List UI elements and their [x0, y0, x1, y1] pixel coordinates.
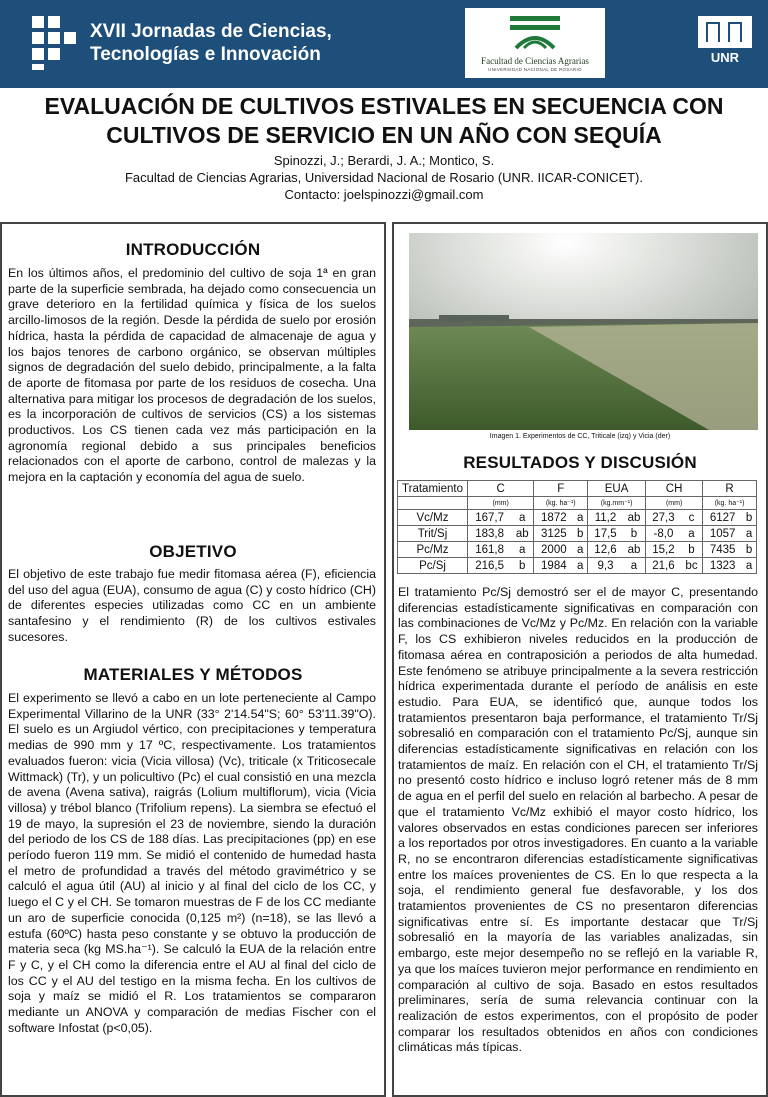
- table-cell: -8,0: [646, 526, 681, 542]
- table-cell: 15,2: [646, 542, 681, 558]
- affiliation: Facultad de Ciencias Agrarias, Universidad Nacional de Rosario (UNR. IICAR-CONICET).: [124, 170, 643, 185]
- table-unit: (kg.mm⁻¹): [588, 497, 646, 510]
- table-units-row: [398, 497, 757, 510]
- table-cell: a: [511, 510, 534, 526]
- table-cell: 1057: [703, 526, 742, 542]
- table-unit: (mm): [646, 497, 703, 510]
- faculty-logo-subtext: UNIVERSIDAD NACIONAL DE ROSARIO: [488, 67, 582, 72]
- table-cell: b: [742, 542, 756, 558]
- table-cell: b: [573, 526, 587, 542]
- table-cell: ab: [623, 510, 646, 526]
- table-cell: a: [573, 558, 587, 574]
- table-cell: ab: [623, 542, 646, 558]
- table-header: C: [468, 481, 534, 497]
- table-cell: 1984: [534, 558, 573, 574]
- table-row: [398, 542, 757, 558]
- table-cell: 21,6: [646, 558, 681, 574]
- poster-title-line2: CULTIVOS DE SERVICIO EN UN AÑO CON SEQUÍA: [106, 122, 662, 148]
- table-cell: 12,6: [588, 542, 623, 558]
- objetivo-heading: OBJETIVO: [149, 542, 237, 561]
- table-cell: b: [511, 558, 534, 574]
- authors: Spinozzi, J.; Berardi, J. A.; Montico, S.: [273, 153, 495, 168]
- table-unit: (kg. ha⁻¹): [703, 497, 757, 510]
- materiales-heading: MATERIALES Y MÉTODOS: [83, 665, 303, 684]
- table-cell: 27,3: [646, 510, 681, 526]
- table-header: F: [534, 481, 588, 497]
- table-cell: a: [511, 542, 534, 558]
- table-header: Tratamiento: [398, 481, 468, 497]
- table-header: EUA: [588, 481, 646, 497]
- table-cell: a: [681, 526, 703, 542]
- table-cell: b: [681, 542, 703, 558]
- table-cell: 2000: [534, 542, 573, 558]
- table-cell: b: [742, 510, 756, 526]
- poster-title: [0, 92, 768, 150]
- event-title-line2: Tecnologías e Innovación: [90, 44, 321, 65]
- table-cell: Trit/Sj: [398, 526, 468, 542]
- table-cell: a: [623, 558, 646, 574]
- table-cell: 9,3: [588, 558, 623, 574]
- introduccion-text: En los últimos años, el predominio del cultivo de soja 1ª en gran parte de la superficie sembrada, ha dejado como consecuencia un grave deterioro en la fertilidad química y física de los suelos arcillo-limosos de la región. Desde la pérdida de suelo por erosión hídrica, hasta la pérdida de capacidad de almacenaje de agua y los bajos tenores de carbono orgánico, se observan múltiples signos de degradación del suelo debido, principalmente, a la falta de aporte de fitomasa por parte de los residuos de cosecha. Una alternativa para mitigar los procesos de degradación de los suelos, es la incorporación de cultivos de servicios (CS) a los sistemas productivos. Los CS tienen cada vez más participación en la agronomía regional debido a sus principales beneficios relacionados con el aporte de carbono, control de malezas y la mejora en la captación y economía del agua de suelo.: [8, 266, 376, 485]
- table-cell: 161,8: [468, 542, 512, 558]
- table-row: [398, 510, 757, 526]
- table-header: R: [703, 481, 757, 497]
- unr-logo-text: UNR: [698, 48, 752, 68]
- table-header: CH: [646, 481, 703, 497]
- table-cell: a: [742, 526, 756, 542]
- table-cell: 216,5: [468, 558, 512, 574]
- faculty-emblem-icon: [508, 14, 562, 50]
- jornadas-logo-icon: [32, 16, 76, 72]
- table-cell: 11,2: [588, 510, 623, 526]
- table-cell: 1872: [534, 510, 573, 526]
- table-cell: 7435: [703, 542, 742, 558]
- table-cell: c: [681, 510, 703, 526]
- table-header-row: [398, 481, 757, 497]
- table-row: [398, 526, 757, 542]
- introduccion-heading: INTRODUCCIÓN: [125, 240, 261, 259]
- resultados-text: El tratamiento Pc/Sj demostró ser el de mayor C, presentando diferencias estadísticamente significativas en comparación con las combinaciones de Vc/Mz y Pc/Mz. En relación con la variable F, los CS exhibieron niveles reducidos en la producción de fitomasa aérea en contraposición a periodos de alta humedad. Este fenómeno se atribuye principalmente a la severa restricción hídrica experimentada durante el período de análisis en este estudio. Para EUA, se identificó que, aunque todos los tratamientos presentaron baja performance, el tratamiento Tr/Sj sobresalió en comparación con el tratamiento Pc/Sj, aunque sin diferencias estadísticamente significativas en relación con los tratamientos de maíz. En relación con el CH, el tratamiento Tr/Sj no presentó costo hídrico e incluso logró retener más de 8 mm de agua en el perfil del suelo en relación al barbecho. A pesar de que el tratamiento Vc/Mz exhibió el mayor costo hídrico, los valores observados en estas condiciones parecen ser inferiores a los reportados por otros investigadores. En cuanto a la variable R, no se encontraron diferencias estadísticamente significativas entre los maíces provenientes de CS. En lo que respecta a la soja, el rendimiento general fue desfavorable, y los dos tratamientos provenientes de CS no presentaron diferencias significativas entre sí. Es importante destacar que Tr/Sj sobresalió en la mayoría de las variables analizadas, sin embargo, este mejor desempeño no se reflejó en la variable R, ya que los maíces tuvieron mejor performance en rendimiento en comparación al cultivo de soja. Basado en estos resultados preliminares, sería de suma relevancia continuar con la realización de estos experimentos, con el propósito de poder comparar los resultados obtenidos en años con condiciones climáticas más típicas.: [398, 585, 758, 1055]
- event-title-line1: XVII Jornadas de Ciencias,: [90, 21, 332, 42]
- table-cell: a: [573, 510, 587, 526]
- table-unit: (kg. ha⁻¹): [534, 497, 588, 510]
- poster-title-line1: EVALUACIÓN DE CULTIVOS ESTIVALES EN SECUENCIA CON: [44, 93, 724, 119]
- table-cell: 6127: [703, 510, 742, 526]
- table-cell: Vc/Mz: [398, 510, 468, 526]
- table-cell: ab: [511, 526, 534, 542]
- table-cell: a: [742, 558, 756, 574]
- header-banner: [0, 0, 768, 88]
- faculty-logo: [465, 8, 605, 78]
- table-cell: 167,7: [468, 510, 512, 526]
- table-cell: 1323: [703, 558, 742, 574]
- table-cell: 17,5: [588, 526, 623, 542]
- unr-logo: [698, 16, 752, 68]
- table-row: [398, 558, 757, 574]
- materiales-text: El experimento se llevó a cabo en un lote perteneciente al Campo Experimental Villarino de la UNR (33° 2'14.54"S; 60° 53'11.39"O). El suelo es un Argiudol vértico, con precipitaciones y temperatura medias de 990 mm y 17 ºC, respectivamente. Los tratamientos evaluados fueron: vicia (Vicia villosa) (Vc), triticale (x Triticosecale Wittmack) (Tr), y un policultivo (Pc) el cual consistió en una mezcla de avena (Avena sativa), raigrás (Lolium multiflorum), vicia (Vicia villosa) y trébol blanco (Trifolium repens). La siembra se efectuó el 19 de mayo, la supresión el 23 de noviembre, siendo la duración del periodo de los CS de 188 días. Las precipitaciones (pp) en ese período fueron 119 mm. Se midió el contenido de humedad hasta el metro de profundidad a través del método gravimétrico y se calculó el agua útil (AU) al inicio y al final del ciclo de los CC, y luego el C y el CH. Se tomaron muestras de F de los CC mediante un aro de superficie conocida (0,125 m²) (n=18), se las llevó a estufa (60ºC) hasta peso constante y se obtuvo la producción de materia seca (kg MS.ha⁻¹). Se calculó la EUA de la relación entre F y C, y el CH como la diferencia entre el AU al final del ciclo de los CC y el AU del testigo en la misma fecha. En los cultivos de soja y maíz se midió el R. Los tratamientos se compararon mediante un ANOVA y comparación de medias Fischer con el software Infostat (p<0,05).: [8, 691, 376, 1035]
- event-title: [90, 20, 420, 66]
- results-table: [397, 480, 757, 574]
- image-caption: Imagen 1. Experimentos de CC, Triticale (izq) y Vicia (der): [489, 433, 671, 440]
- contact-email: Contacto: joelspinozzi@gmail.com: [284, 187, 484, 202]
- faculty-logo-text: Facultad de Ciencias Agrarias: [481, 56, 589, 66]
- table-cell: 3125: [534, 526, 573, 542]
- table-cell: bc: [681, 558, 703, 574]
- table-cell: Pc/Mz: [398, 542, 468, 558]
- objetivo-text: El objetivo de este trabajo fue medir fitomasa aérea (F), eficiencia del uso del agua (EUA), consumo de agua (C) y costo hídrico (CH) de diferentes especies utilizadas como CC en un ambiente santafesino y el rendimiento (R) de los cultivos estivales sucesores.: [8, 567, 376, 644]
- field-experiment-photo: [409, 233, 758, 430]
- table-cell: 183,8: [468, 526, 512, 542]
- table-cell: Pc/Sj: [398, 558, 468, 574]
- table-cell: a: [573, 542, 587, 558]
- resultados-heading: RESULTADOS Y DISCUSIÓN: [463, 453, 697, 472]
- table-unit: (mm): [468, 497, 534, 510]
- table-cell: b: [623, 526, 646, 542]
